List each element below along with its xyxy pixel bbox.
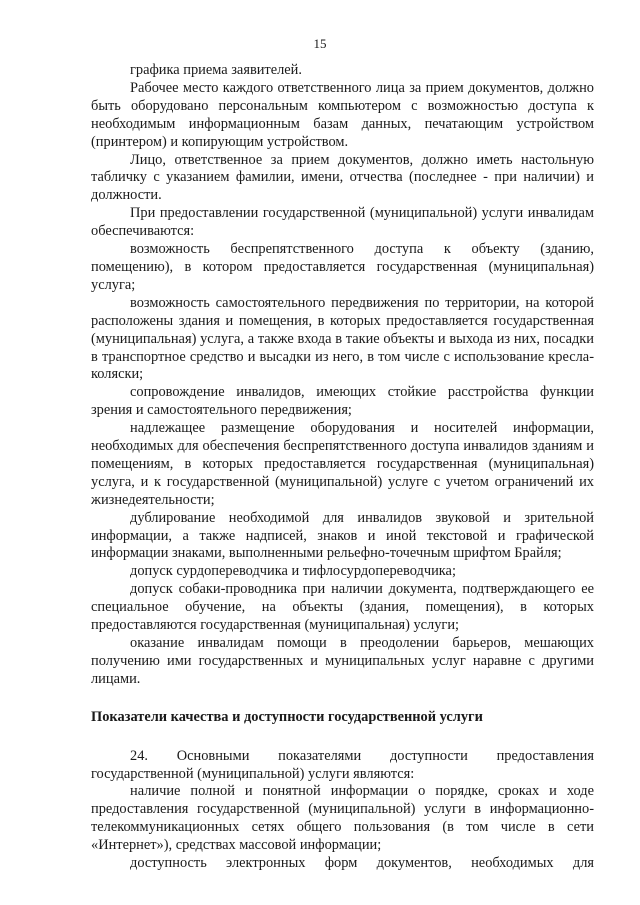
paragraph: допуск сурдопереводчика и тифлосурдопереводчика;: [130, 563, 456, 580]
paragraph: оказание инвалидам помощи в преодолении барьеров, мешающих получению ими государственных и муниципальных услуг наравне с другими лицами.: [91, 635, 594, 687]
paragraph: графика приема заявителей.: [130, 62, 302, 78]
paragraph: сопровождение инвалидов, имеющих стойкие расстройства функции зрения и самостоятельного передвижения;: [91, 384, 594, 419]
paragraph: При предоставлении государственной (муниципальной) услуги инвалидам обеспечиваются:: [91, 205, 594, 240]
paragraph: наличие полной и понятной информации о порядке, сроках и ходе предоставления государственной (муниципальной) услуги в информационно-телекоммуникационных сетях общего пользования (в том числе в сети «Интернет»), средствах массовой информации;: [91, 783, 594, 854]
section-heading: Показатели качества и доступности государственной услуги: [91, 708, 483, 725]
paragraph: возможность самостоятельного передвижения по территории, на которой расположены здания и помещения, в которых предоставляется государственная (муниципальная) услуга, а также входа в такие объекты и выхода из них, посадки в транспортное средство и высадки из него, в том числе с использование кресла-коляски;: [91, 294, 594, 383]
page-number: 15: [313, 36, 327, 51]
document-body: [91, 62, 594, 873]
paragraph: доступность электронных форм документов, необходимых для: [130, 855, 594, 872]
paragraph: Лицо, ответственное за прием документов, должно иметь настольную табличку с указанием фамилии, имени, отчества (последнее - при наличии) и должности.: [91, 151, 594, 204]
paragraph: возможность беспрепятственного доступа к объекту (зданию, помещению), в котором предоставляется государственная (муниципальная) услуга;: [91, 241, 594, 293]
paragraph: 24. Основными показателями доступности предоставления государственной (муниципальной) услуги являются:: [91, 747, 594, 782]
paragraph: дублирование необходимой для инвалидов звуковой и зрительной информации, а также надписей, знаков и иной текстовой и графической информации знаками, выполненными рельефно-точечным шрифтом Брайля;: [91, 509, 594, 562]
paragraph: допуск собаки-проводника при наличии документа, подтверждающего ее специальное обучение, на объекты (здания, помещения), в которых предоставляются государственная (муниципальная) услуги;: [91, 581, 594, 634]
paragraph: надлежащее размещение оборудования и носителей информации, необходимых для обеспечения беспрепятственного доступа инвалидов зданиям и помещениям, в которых предоставляется государственная (муниципальная) услуга, и к государственной (муниципальной) услуге с учетом ограничений их жизнедеятельности;: [91, 420, 594, 508]
paragraph: Рабочее место каждого ответственного лица за прием документов, должно быть оборудовано персональным компьютером с возможностью доступа к необходимым информационным базам данных, печатающим устройством (принтером) и копирующим устройством.: [91, 79, 594, 150]
